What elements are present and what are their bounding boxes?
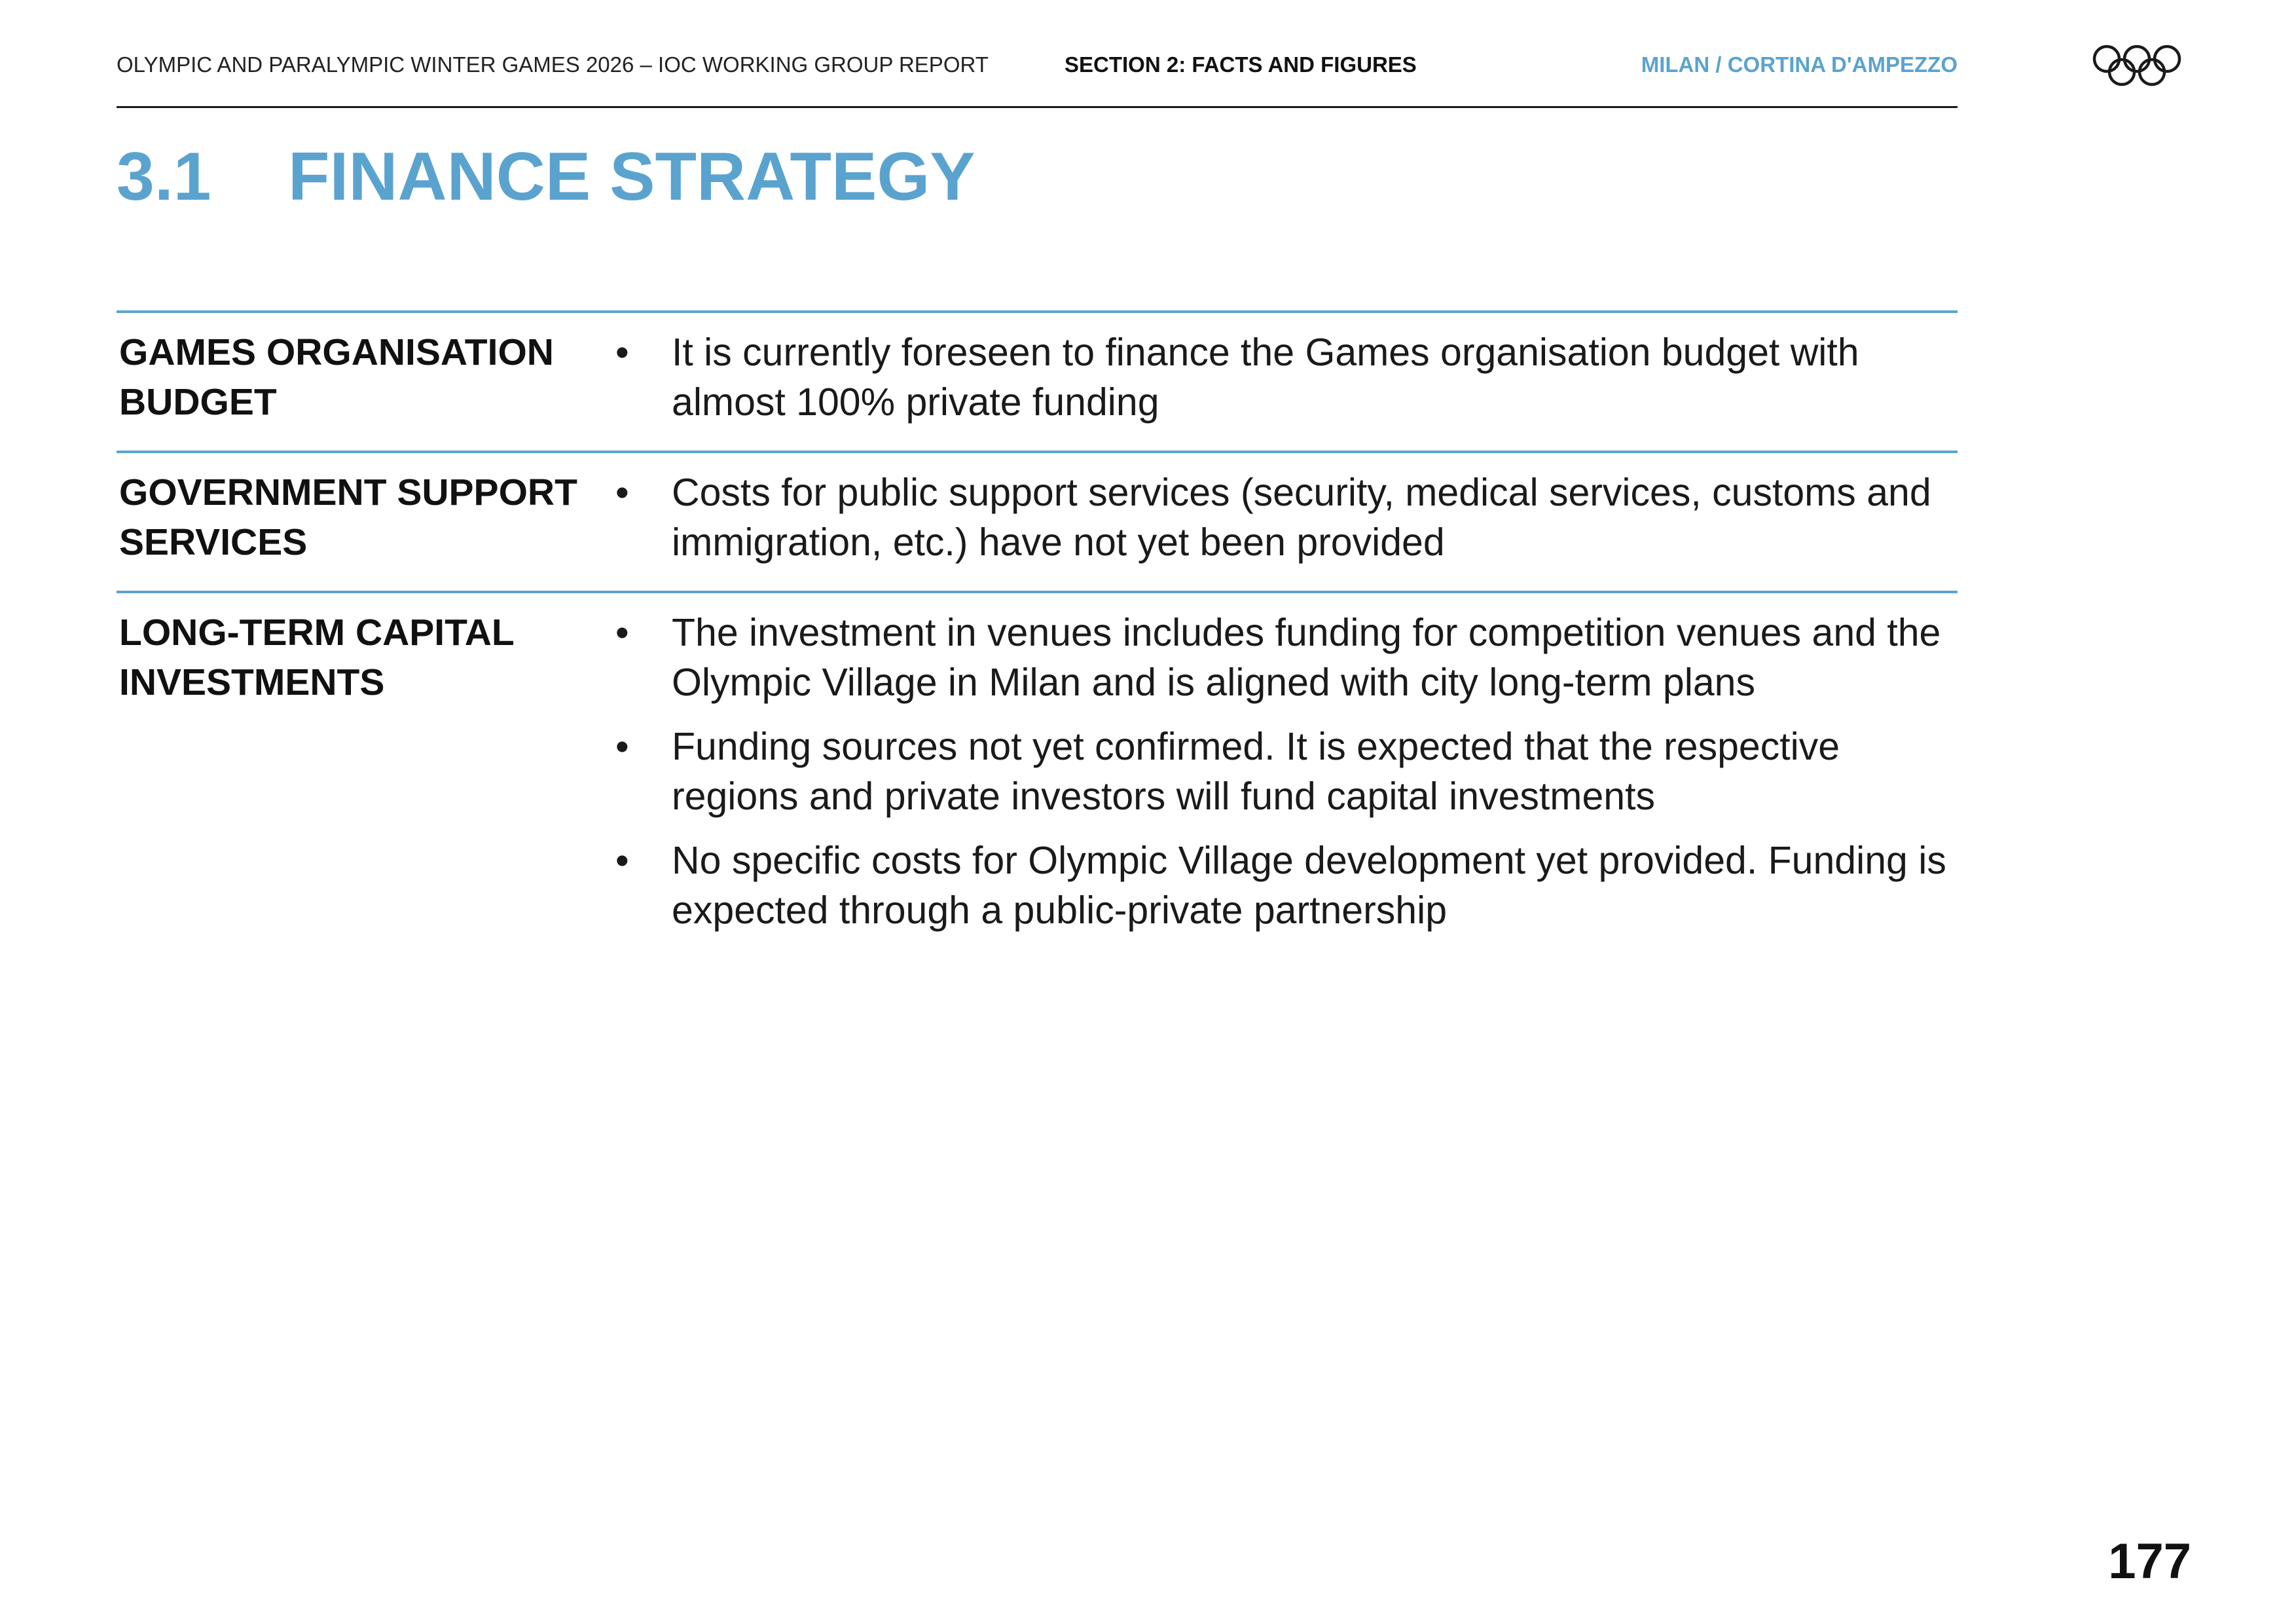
page-header: [117, 48, 1958, 81]
row-label-line: GAMES ORGANISATION: [119, 331, 554, 373]
bullet-text: Costs for public support services (security, medical services, customs and immigration, etc.) have not yet been provided: [672, 471, 1931, 564]
bullet-text: Funding sources not yet confirmed. It is expected that the respective regions and private investors will fund capital investments: [672, 725, 1840, 818]
bullet-item: [614, 836, 1958, 935]
row-label-line: SERVICES: [119, 521, 308, 563]
bullet-item: [614, 722, 1958, 821]
bullet-item: [614, 327, 1958, 427]
bullet-item: [614, 468, 1958, 567]
section-label: SECTION 2: FACTS AND FIGURES: [1065, 52, 1417, 77]
table-row: [117, 310, 1958, 451]
row-content: [614, 468, 1958, 567]
row-label: [117, 327, 614, 427]
table-row: [117, 591, 1958, 959]
section-number: 3.1: [117, 139, 211, 215]
bullet-icon: •: [615, 725, 629, 768]
row-label-line: INVESTMENTS: [119, 661, 385, 703]
olympic-rings-icon: [2088, 43, 2187, 89]
city-label: MILAN / CORTINA D'AMPEZZO: [1641, 52, 1958, 77]
row-label-line: GOVERNMENT SUPPORT: [119, 471, 577, 513]
finance-table: [117, 310, 1958, 959]
bullet-item: [614, 608, 1958, 707]
bullet-icon: •: [615, 611, 629, 654]
row-label-line: LONG-TERM CAPITAL: [119, 612, 515, 654]
header-divider: [117, 106, 1958, 108]
page-number: 177: [2108, 1534, 2191, 1589]
bullet-icon: •: [615, 839, 629, 882]
row-label-line: BUDGET: [119, 381, 277, 423]
bullet-text: It is currently foreseen to finance the Games organisation budget with almost 100% private funding: [672, 331, 1859, 424]
row-label: [117, 468, 614, 567]
bullet-icon: •: [615, 331, 629, 374]
row-label: [117, 608, 614, 935]
page-title: [117, 134, 975, 219]
table-row: [117, 451, 1958, 591]
bullet-text: The investment in venues includes funding for competition venues and the Olympic Village in Milan and is aligned with city long-term plans: [672, 611, 1941, 704]
row-content: [614, 608, 1958, 935]
bullet-icon: •: [615, 471, 629, 514]
section-title: FINANCE STRATEGY: [288, 139, 975, 215]
row-content: [614, 327, 1958, 427]
report-title: OLYMPIC AND PARALYMPIC WINTER GAMES 2026 – IOC WORKING GROUP REPORT: [117, 52, 989, 77]
bullet-text: No specific costs for Olympic Village development yet provided. Funding is expected through a public-private partnership: [672, 839, 1946, 932]
